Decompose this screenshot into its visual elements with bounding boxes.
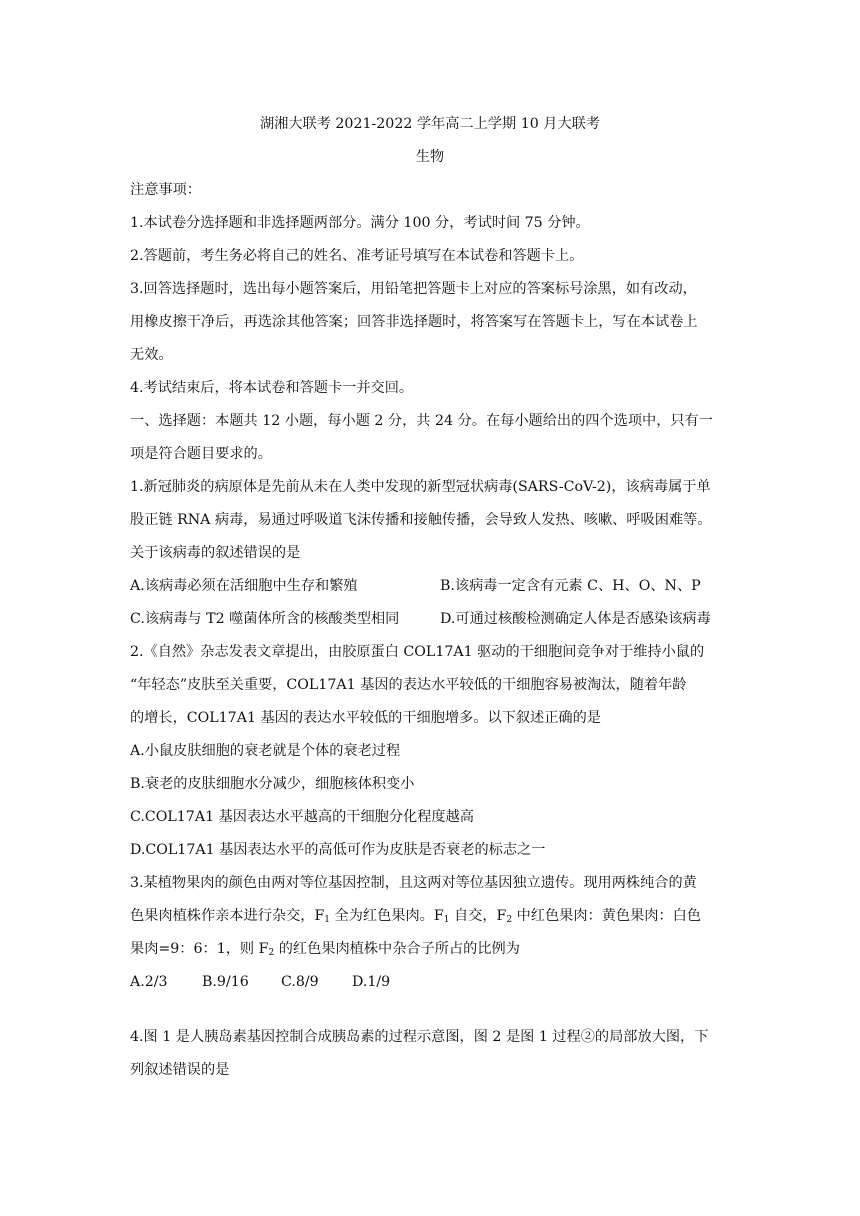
question-3-option-c: C.8/9	[281, 974, 319, 990]
notice-heading: 注意事项：	[130, 182, 201, 198]
question-2-stem-line-1: 2.《自然》杂志发表文章提出，由胶原蛋白 COL17A1 驱动的干细胞间竞争对于维持小鼠的	[130, 644, 705, 660]
notice-item-2: 2.答题前，考生务必将自己的姓名、准考证号填写在本试卷和答题卡上。	[130, 248, 584, 264]
exam-title: 湖湘大联考 2021-2022 学年高二上学期 10 月大联考	[259, 116, 601, 132]
question-3-text: 自交，F	[449, 908, 507, 924]
subscript: 1	[324, 915, 331, 925]
question-2-option-c: C.COL17A1 基因表达水平越高的干细胞分化程度越高	[130, 809, 474, 825]
question-2-stem-line-3: 的增长，COL17A1 基因的表达水平较低的干细胞增多。以下叙述正确的是	[130, 710, 601, 726]
question-3-text: 中红色果肉：黄色果肉：白色	[512, 908, 702, 924]
notice-item-4: 4.考试结束后，将本试卷和答题卡一并交回。	[130, 380, 414, 396]
question-3-stem-line-1: 3.某植物果肉的颜色由两对等位基因控制，且这两对等位基因独立遗传。现用两株纯合的黄	[130, 875, 697, 891]
question-2-stem-line-2: “年轻态”皮肤至关重要，COL17A1 基因的表达水平较低的干细胞容易被淘汰，随着年龄	[130, 677, 687, 693]
question-1-stem-line-2: 股正链 RNA 病毒，易通过呼吸道飞沫传播和接触传播，会导致人发热、咳嗽、呼吸困难等。	[130, 512, 712, 528]
notice-item-3-line-3: 无效。	[130, 347, 173, 363]
question-2-option-a: A.小鼠皮肤细胞的衰老就是个体的衰老过程	[130, 743, 401, 759]
question-3-text: 色果肉植株作亲本进行杂交，F	[130, 908, 325, 924]
question-1-stem-line-3: 关于该病毒的叙述错误的是	[130, 545, 301, 561]
question-1-stem-line-1: 1.新冠肺炎的病原体是先前从未在人类中发现的新型冠状病毒(SARS-CoV-2)，该病毒属于单	[130, 479, 711, 495]
subscript: 1	[443, 915, 450, 925]
question-3-option-d: D.1/9	[352, 974, 391, 990]
question-2-option-d: D.COL17A1 基因表达水平的高低可作为皮肤是否衰老的标志之一	[130, 842, 546, 858]
subscript: 2	[506, 915, 513, 925]
section-heading-line-2: 项是符合题目要求的。	[130, 446, 272, 462]
question-1-option-c: C.该病毒与 T2 噬菌体所含的核酸类型相同	[130, 611, 400, 627]
section-heading-line-1: 一、选择题：本题共 12 小题，每小题 2 分，共 24 分。在每小题给出的四个选项中，只有一	[130, 413, 713, 429]
question-3-text: 果肉=9：6：1，则 F	[130, 941, 269, 957]
question-4-stem-line-1: 4.图 1 是人胰岛素基因控制合成胰岛素的过程示意图，图 2 是图 1 过程②的局部放大图，下	[130, 1029, 709, 1045]
subject-title: 生物	[415, 149, 445, 165]
subscript: 2	[268, 948, 275, 958]
question-3-text: 的红色果肉植株中杂合子所占的比例为	[274, 941, 520, 957]
notice-item-3-line-1: 3.回答选择题时，选出每小题答案后，用铅笔把答题卡上对应的答案标号涂黑，如有改动，	[130, 281, 697, 297]
question-3-option-b: B.9/16	[202, 974, 249, 990]
question-1-option-d: D.可通过核酸检测确定人体是否感染该病毒	[440, 611, 711, 627]
notice-item-1: 1.本试卷分选择题和非选择题两部分。满分 100 分，考试时间 75 分钟。	[130, 215, 590, 231]
notice-item-3-line-2: 用橡皮擦干净后，再选涂其他答案；回答非选择题时，将答案写在答题卡上，写在本试卷上	[130, 314, 698, 330]
question-3-text: 全为红色果肉。F	[330, 908, 444, 924]
question-3-option-a: A.2/3	[130, 974, 168, 990]
question-3-stem-line-3	[130, 939, 735, 959]
question-2-option-b: B.衰老的皮肤细胞水分减少，细胞核体积变小	[130, 776, 415, 792]
question-1-option-b: B.该病毒一定含有元素 C、H、O、N、P	[440, 578, 701, 594]
question-3-stem-line-2	[130, 906, 735, 926]
question-1-option-a: A.该病毒必须在活细胞中生存和繁殖	[130, 578, 358, 594]
question-4-stem-line-2: 列叙述错误的是	[130, 1062, 230, 1078]
